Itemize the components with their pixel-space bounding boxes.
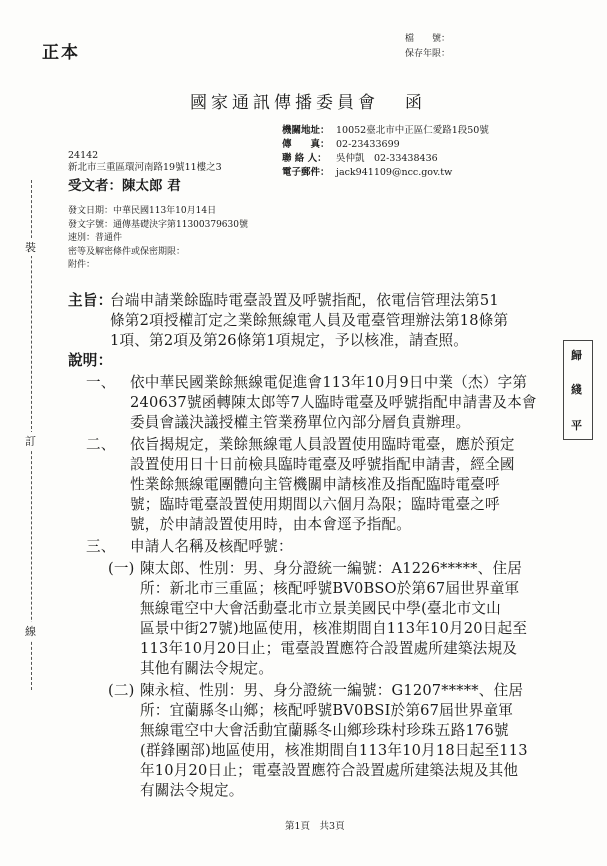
agency-title: 國家通訊傳播委員會	[190, 93, 379, 113]
person-value: 吳仲凱 02-33438436	[336, 153, 438, 164]
recipient-name: 受文者：陳太郎 君	[68, 178, 181, 194]
item-line: 依中華民國業餘無線電促進會113年10月9日中業（杰）字第	[130, 374, 528, 391]
item-line: 號；臨時電臺設置使用期間以六個月為限；臨時電臺之呼	[130, 496, 500, 513]
subject-line: 1項、第2項及第26條第1項規定，予以核准，請查照。	[110, 332, 469, 349]
stamp-char: 歸	[571, 349, 582, 362]
contact-address-row	[282, 124, 489, 138]
binding-mark-top: 裝	[25, 238, 36, 256]
sub-item-line: 所：宜蘭縣冬山鄉；核配呼號BV0BSI於第67屆世界童軍	[140, 702, 514, 719]
subject-line: 台端申請業餘臨時電臺設置及呼號指配，依電信管理法第51	[110, 292, 499, 309]
contact-email-row	[282, 166, 489, 180]
subject-label: 主旨：	[68, 292, 113, 309]
item-marker: 三、	[86, 538, 116, 555]
sub-item-line: (群鋒團部)地區使用，核准期間自113年10月18日起至113	[140, 742, 528, 759]
secrecy-level: 密等及解密條件或保密期限：	[68, 246, 186, 257]
person-label: 聯 絡 人：	[282, 153, 327, 164]
subject-line: 條第2項授權訂定之業餘無線電人員及電臺管理辦法第18條第	[110, 312, 509, 329]
archive-number-label: 檔 號：	[405, 34, 451, 44]
contact-block	[282, 124, 489, 180]
item-line: 申請人名稱及核配呼號：	[130, 538, 293, 555]
dispatch-speed: 速別：普通件	[68, 233, 123, 243]
sub-item-line: 無線電空中大會活動宜蘭縣冬山鄉珍珠村珍珠五路176號	[140, 722, 509, 739]
item-line: 設置使用日十日前檢具臨時電臺及呼號指配申請書，經全國	[130, 456, 515, 473]
sub-item-line: 113年10月20日止；電臺設置應符合設置處所建築法規及	[140, 640, 518, 657]
dispatch-number: 發文字號：通傳基礎決字第11300379630號	[68, 219, 248, 230]
recipient-address-block	[68, 150, 222, 174]
item-marker: 一、	[86, 374, 116, 391]
retention-period-label: 保存年限：	[405, 49, 451, 59]
sub-item-line: 年10月20日止；電臺設置應符合設置處所建築法規及其他	[140, 762, 519, 779]
sub-item-line: 其他有關法令規定。	[140, 660, 274, 677]
email-value: jack941109@ncc.gov.tw	[336, 167, 453, 178]
attachments: 附件：	[68, 260, 96, 270]
dispatch-date: 發文日期：中華民國113年10月14日	[68, 206, 217, 216]
recipient-address: 新北市三重區環河南路19號11樓之3	[68, 162, 222, 173]
fax-value: 02-23433699	[336, 139, 400, 150]
contact-fax-row	[282, 138, 489, 152]
document-type: 函	[405, 93, 422, 113]
sub-item-line: 無線電空中大會活動臺北市立景美國民中學(臺北市文山	[140, 600, 501, 617]
item-marker: 二、	[86, 436, 116, 453]
sub-item-line: 陳太郎、性別：男、身分證統一編號：A1226*****、住居	[140, 560, 523, 577]
item-line: 委員會議決議授權主管業務單位內部分層負責辦理。	[130, 414, 471, 431]
binding-mark-bottom: 線	[25, 622, 36, 640]
sub-item-marker: (二)	[108, 682, 135, 699]
sub-item-line: 陳永楦、性別：男、身分證統一編號：G1207*****、住居	[140, 682, 524, 699]
binding-mark-middle: 訂	[25, 432, 36, 450]
email-label: 電子郵件：	[282, 167, 330, 178]
archive-info	[405, 32, 450, 62]
sub-item-line: 區景中街27號)地區使用，核准期間自113年10月20日起至	[140, 620, 528, 637]
item-line: 依旨揭規定，業餘無線電人員設置使用臨時電臺，應於預定	[130, 436, 515, 453]
sub-item-marker: (一)	[108, 560, 135, 577]
item-line: 240637號函轉陳太郎等7人臨時電臺及呼號指配申請書及本會	[130, 394, 537, 411]
stamp-char: 平	[571, 419, 582, 432]
address-value: 10052臺北市中正區仁愛路1段50號	[336, 125, 489, 136]
item-line: 性業餘無線電團體向主管機關申請核准及指配臨時電臺呼	[130, 476, 500, 493]
address-label: 機關地址：	[282, 125, 330, 136]
explanation-label: 說明：	[68, 352, 113, 369]
contact-person-row	[282, 152, 489, 166]
sub-item-line: 所：新北市三重區；核配呼號BV0BSO於第67屆世界童軍	[140, 580, 520, 597]
filing-stamp	[563, 340, 593, 440]
page-number: 第1頁 共3頁	[285, 821, 345, 832]
dispatch-meta	[68, 205, 248, 273]
stamp-char: 綫	[571, 383, 582, 396]
original-copy-mark: 正本	[42, 43, 80, 63]
sub-item-line: 有關法令規定。	[140, 782, 244, 799]
item-line: 號，於申請設置使用時，由本會逕予指配。	[130, 516, 412, 533]
postal-code: 24142	[68, 150, 99, 161]
fax-label: 傳 真：	[282, 139, 330, 150]
